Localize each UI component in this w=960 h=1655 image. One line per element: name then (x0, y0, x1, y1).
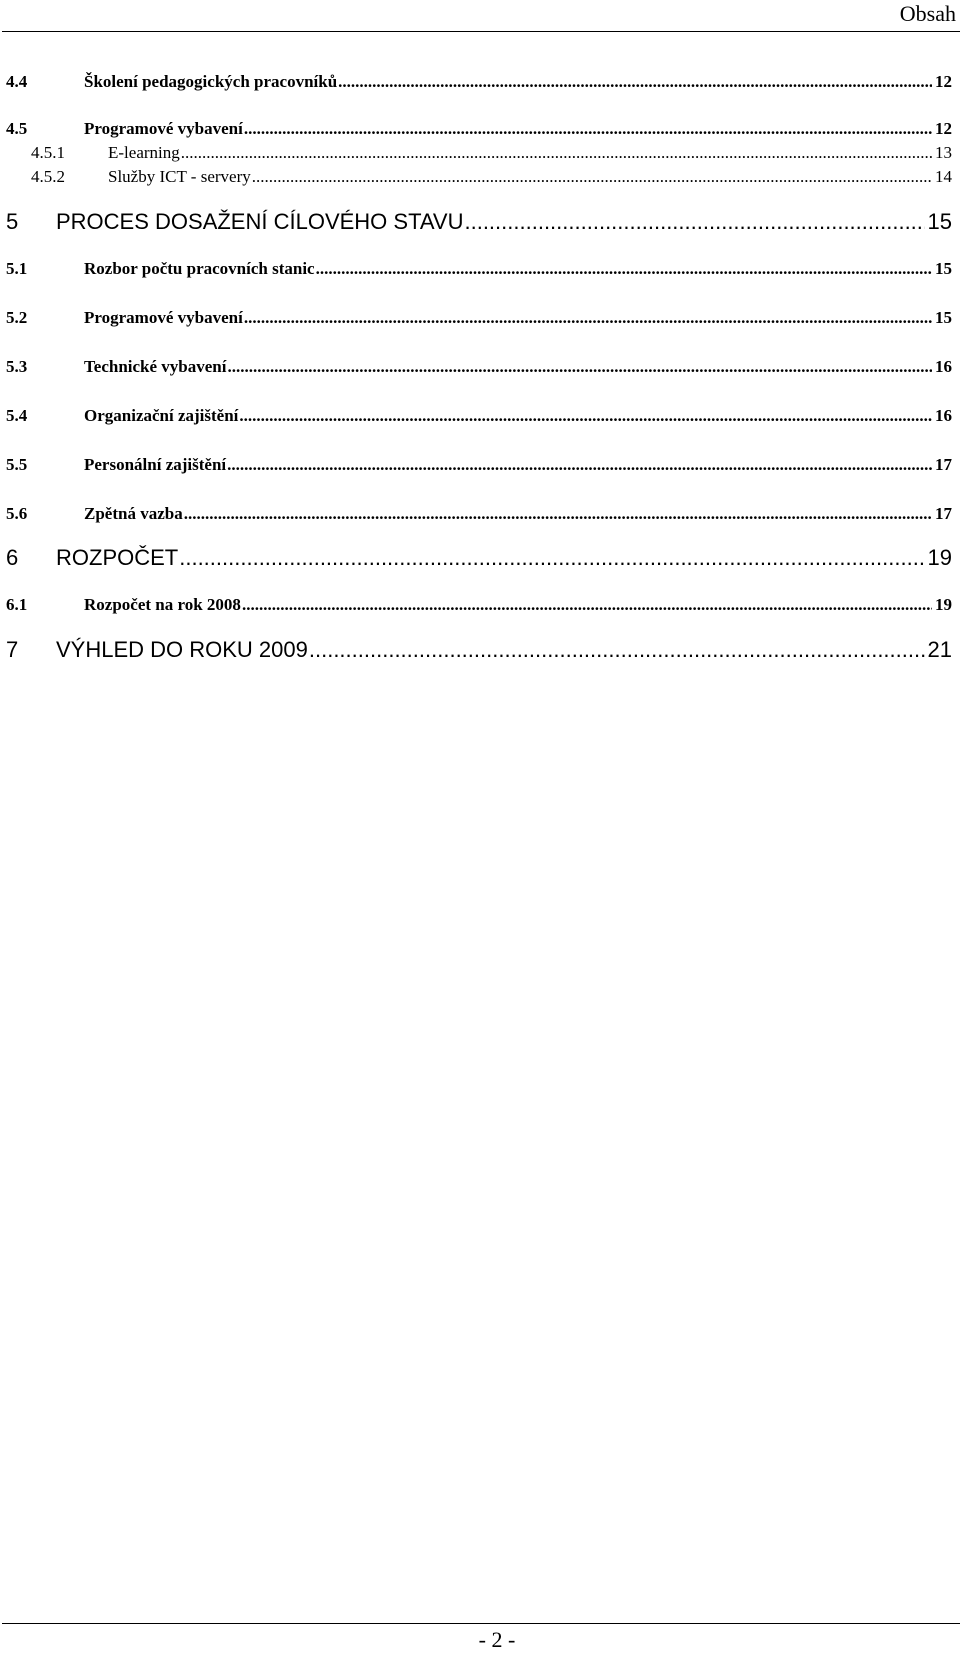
toc-entry-5-1[interactable] (6, 259, 952, 279)
toc-dot-leader (309, 637, 925, 663)
toc-entry-5-4[interactable] (6, 406, 952, 426)
toc-entry-page: 15 (935, 259, 952, 278)
toc-entry-title: Personální zajištění (84, 455, 227, 474)
toc-entry-4-5[interactable] (6, 119, 952, 139)
toc-entry-5-6[interactable] (6, 504, 952, 524)
toc-dot-leader (244, 308, 932, 328)
toc-entry-page: 16 (935, 406, 952, 425)
toc-entry-title: Technické vybavení (84, 357, 227, 376)
toc-dot-leader (244, 119, 932, 139)
toc-entry-title: Služby ICT - servery (108, 167, 251, 186)
header-rule (2, 31, 960, 32)
toc-entry-5-2[interactable] (6, 308, 952, 328)
toc-entry-page: 14 (935, 167, 952, 186)
toc-dot-leader (252, 167, 932, 187)
toc-entry-number: 4.5 (6, 119, 28, 138)
toc-dot-leader (227, 455, 932, 475)
toc-entry-title: Programové vybavení (84, 308, 243, 327)
toc-entry-6[interactable] (6, 545, 952, 571)
toc-entry-title: PROCES DOSAŽENÍ CÍLOVÉHO STAVU (56, 209, 464, 234)
toc-entry-page: 21 (927, 637, 952, 662)
toc-entry-number: 5 (6, 209, 19, 234)
toc-dot-leader (338, 72, 932, 92)
toc-entry-5[interactable] (6, 209, 952, 235)
toc-entry-title: Programové vybavení (84, 119, 243, 138)
toc-entry-number: 5.2 (6, 308, 28, 327)
toc-entry-title: VÝHLED DO ROKU 2009 (56, 637, 308, 662)
toc-dot-leader (464, 209, 924, 235)
toc-dot-leader (239, 406, 932, 426)
toc-entry-page: 15 (935, 308, 952, 327)
page-number: - 2 - (478, 1627, 516, 1652)
toc-entry-page: 19 (935, 595, 952, 614)
toc-entry-title: Rozpočet na rok 2008 (84, 595, 241, 614)
toc-dot-leader (181, 143, 932, 163)
toc-entry-4-5-2[interactable] (6, 167, 952, 187)
toc-entry-5-5[interactable] (6, 455, 952, 475)
footer-rule (2, 1623, 960, 1624)
toc-dot-leader (316, 259, 932, 279)
toc-dot-leader (179, 545, 924, 571)
toc-entry-5-3[interactable] (6, 357, 952, 377)
toc-entry-number: 4.5.1 (31, 143, 65, 162)
toc-dot-leader (184, 504, 932, 524)
toc-entry-number: 5.3 (6, 357, 28, 376)
toc-entry-page: 17 (935, 504, 952, 523)
toc-entry-title: E-learning (108, 143, 180, 162)
toc-dot-leader (242, 595, 932, 615)
toc-entry-page: 17 (935, 455, 952, 474)
toc-entry-number: 4.5.2 (31, 167, 65, 186)
toc-entry-number: 7 (6, 637, 19, 662)
toc-entry-page: 16 (935, 357, 952, 376)
toc-entry-6-1[interactable] (6, 595, 952, 615)
toc-entry-number: 4.4 (6, 72, 28, 91)
toc-entry-page: 15 (927, 209, 952, 234)
toc-entry-page: 13 (935, 143, 952, 162)
toc-entry-title: Organizační zajištění (84, 406, 239, 425)
toc-entry-number: 5.4 (6, 406, 28, 425)
toc-entry-number: 5.5 (6, 455, 28, 474)
header-title: Obsah (899, 1, 956, 26)
toc-entry-page: 12 (935, 72, 952, 91)
toc-entry-4-5-1[interactable] (6, 143, 952, 163)
toc-entry-4-4[interactable] (6, 72, 952, 92)
toc-entry-number: 5.1 (6, 259, 28, 278)
toc-entry-7[interactable] (6, 637, 952, 663)
toc-entry-title: Rozbor počtu pracovních stanic (84, 259, 315, 278)
toc-entry-number: 6 (6, 545, 19, 570)
toc-entry-page: 12 (935, 119, 952, 138)
toc-entry-title: Školení pedagogických pracovníků (84, 72, 338, 91)
toc-entry-title: ROZPOČET (56, 545, 179, 570)
toc-entry-number: 6.1 (6, 595, 28, 614)
toc-dot-leader (227, 357, 932, 377)
toc-entry-number: 5.6 (6, 504, 28, 523)
toc-entry-page: 19 (927, 545, 952, 570)
toc-entry-title: Zpětná vazba (84, 504, 183, 523)
